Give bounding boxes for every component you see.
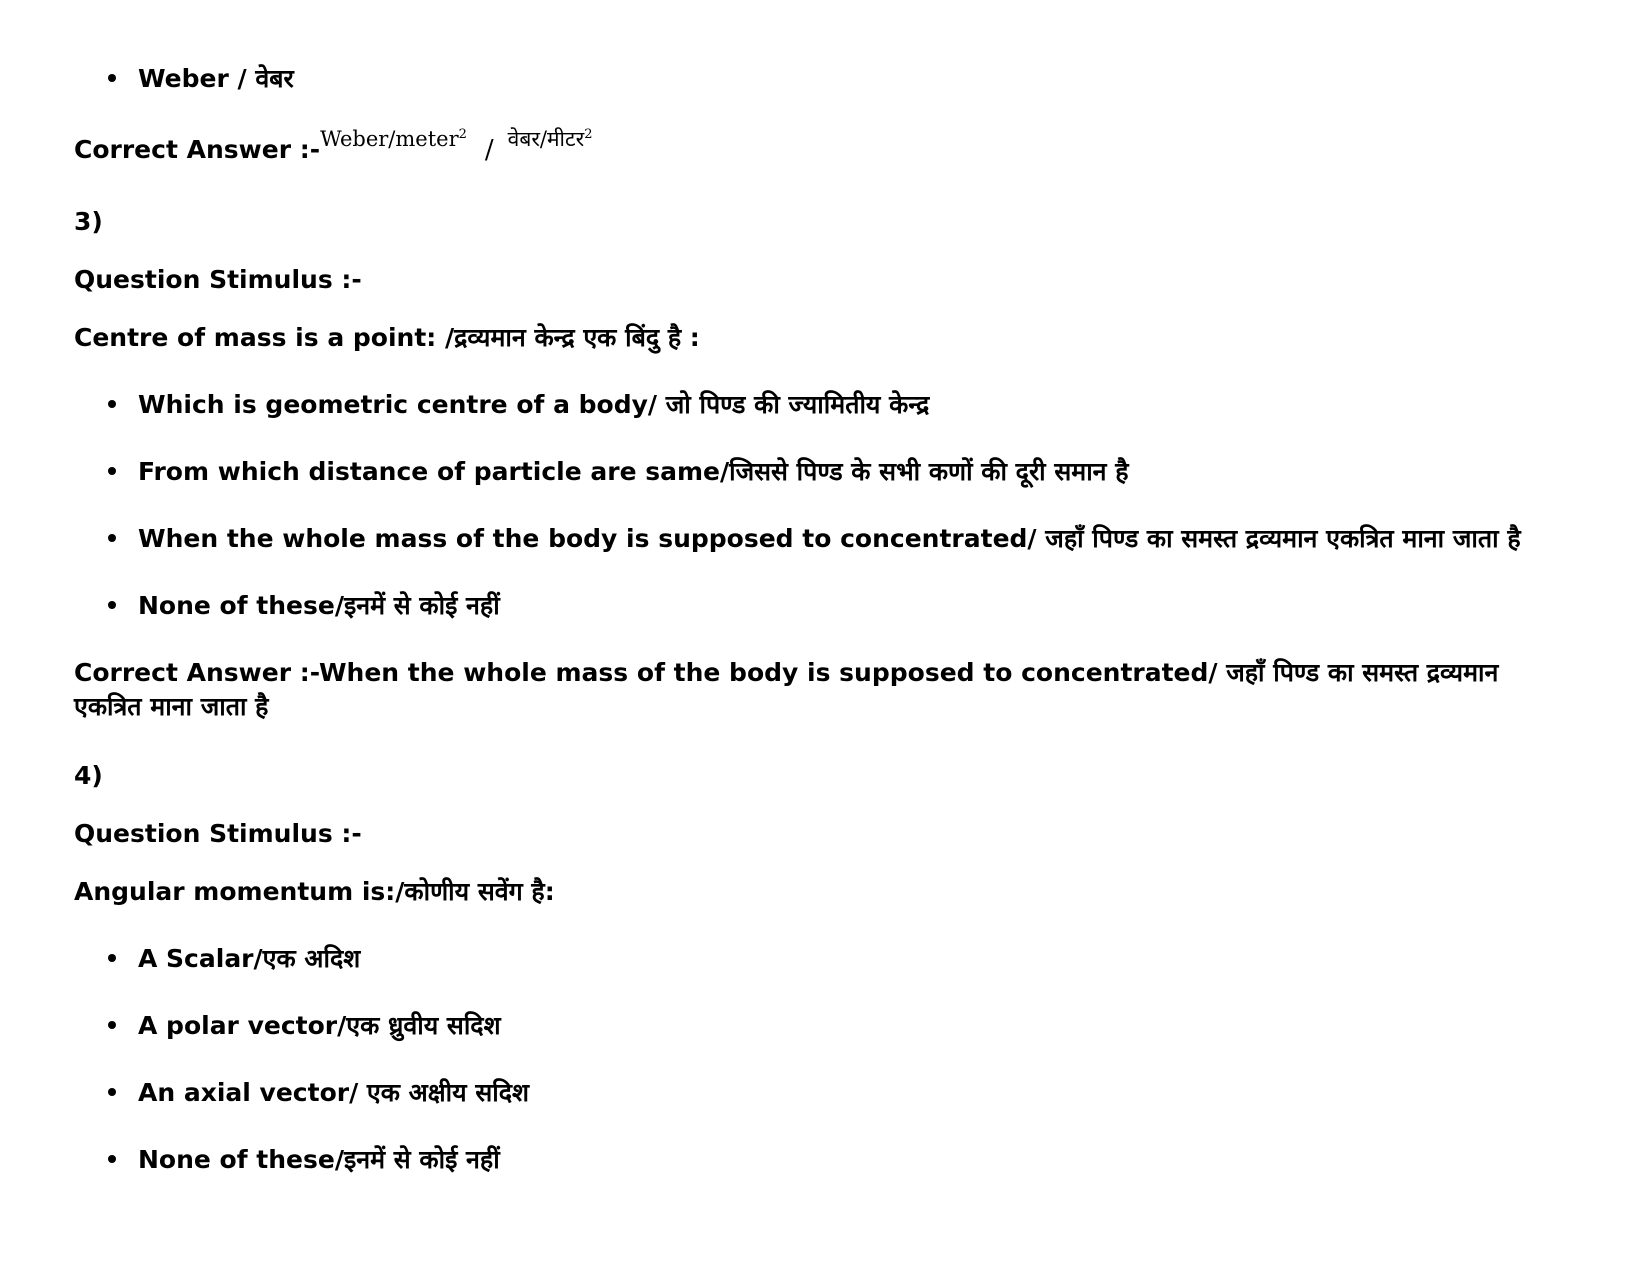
- option-item: [108, 590, 500, 622]
- bullet-icon: [108, 467, 116, 475]
- option-text: Weber / वेबर: [138, 64, 294, 93]
- question-stimulus-label: Question Stimulus :-: [74, 265, 362, 294]
- question-number: 3): [74, 207, 103, 236]
- bullet-icon: [108, 74, 116, 82]
- bullet-icon: [108, 534, 116, 542]
- option-text: None of these/इनमें से कोई नहीं: [138, 1145, 500, 1174]
- option-item: [108, 943, 360, 975]
- option-item: [108, 389, 929, 421]
- bullet-icon: [108, 1088, 116, 1096]
- correct-answer: [74, 127, 593, 167]
- answer-separator: /: [484, 135, 494, 165]
- question-stimulus-label: Question Stimulus :-: [74, 819, 362, 848]
- answer-formula-hi: वेबर/मीटर2: [507, 127, 593, 151]
- bullet-icon: [108, 954, 116, 962]
- option-item: [108, 1077, 529, 1109]
- answer-formula-en: Weber/meter2: [320, 127, 467, 151]
- option-text: A polar vector/एक ध्रुवीय सदिश: [138, 1011, 501, 1040]
- option-text: From which distance of particle are same/जिससे पिण्ड के सभी कणों की दूरी समान है: [138, 457, 1129, 486]
- correct-answer: Correct Answer :-When the whole mass of the body is supposed to concentrated/ जहाँ पिण्ड का समस्त द्रव्यमान एकत्रित माना जाता है: [74, 658, 1499, 721]
- question-text: Centre of mass is a point: /द्रव्यमान केन्द्र एक बिंदु है :: [74, 323, 700, 352]
- bullet-icon: [108, 400, 116, 408]
- option-item: [108, 63, 294, 95]
- option-item: [108, 456, 1129, 488]
- bullet-icon: [108, 1021, 116, 1029]
- bullet-icon: [108, 601, 116, 609]
- bullet-icon: [108, 1155, 116, 1163]
- option-text: Which is geometric centre of a body/ जो पिण्ड की ज्यामितीय केन्द्र: [138, 390, 930, 419]
- option-text: None of these/इनमें से कोई नहीं: [138, 591, 500, 620]
- option-item: [108, 1144, 500, 1176]
- option-item: [108, 523, 1521, 555]
- correct-answer-label: Correct Answer :-: [74, 135, 321, 164]
- option-item: [108, 1010, 501, 1042]
- option-text: An axial vector/ एक अक्षीय सदिश: [138, 1078, 530, 1107]
- question-number: 4): [74, 761, 103, 790]
- question-text: Angular momentum is:/कोणीय सवेंग है:: [74, 877, 555, 906]
- option-text: When the whole mass of the body is supposed to concentrated/ जहाँ पिण्ड का समस्त द्रव्यमान एकत्रित माना जाता है: [138, 524, 1521, 553]
- option-text: A Scalar/एक अदिश: [138, 944, 361, 973]
